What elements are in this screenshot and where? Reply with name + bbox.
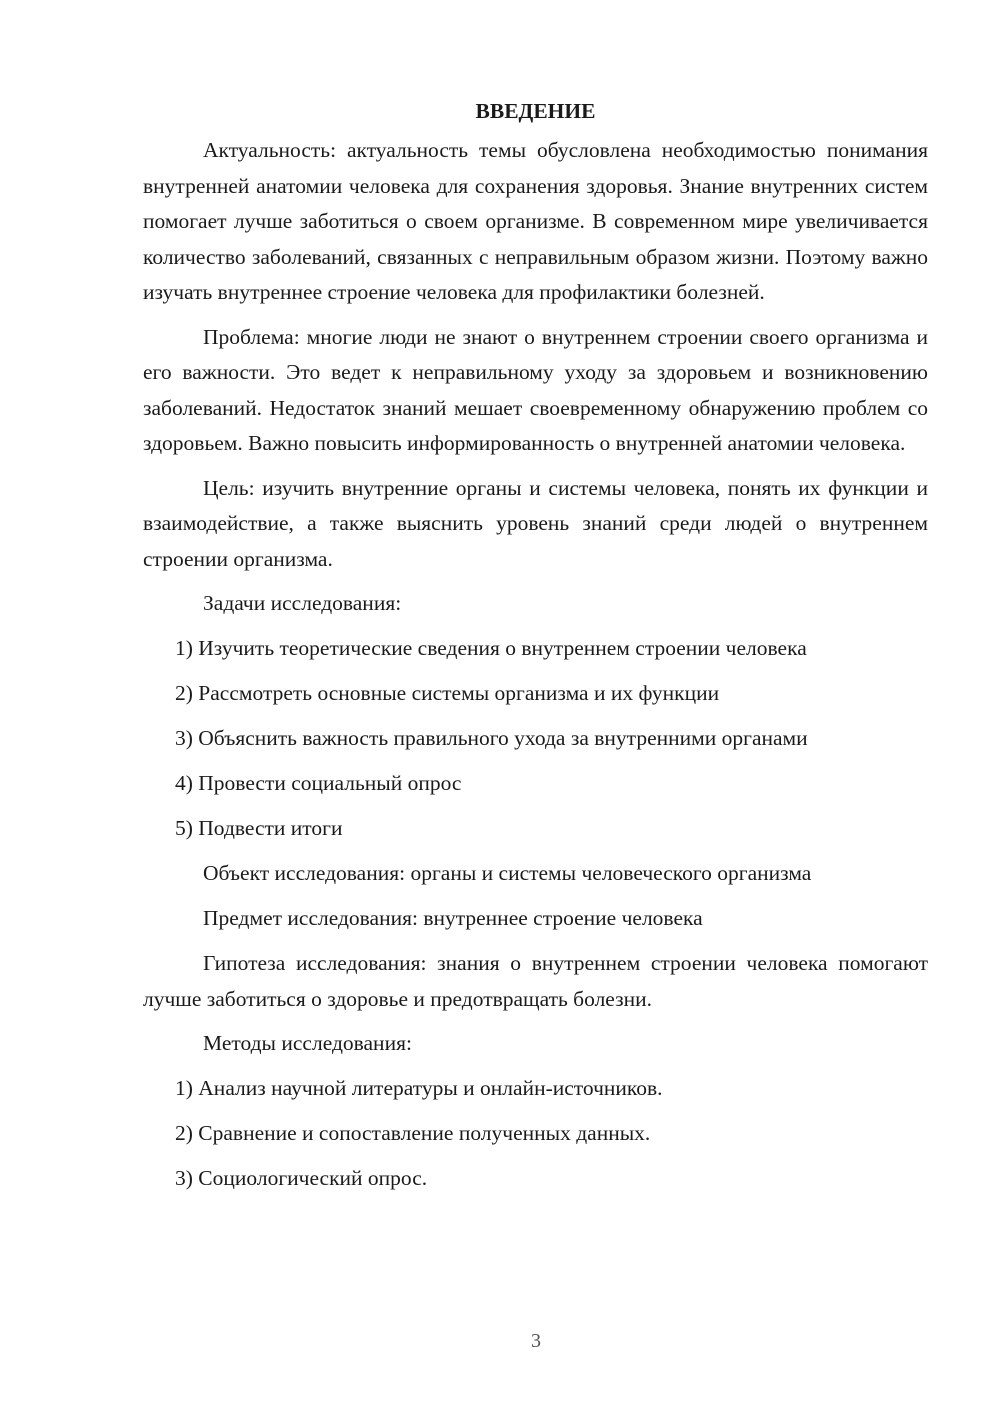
list-item: 4) Провести социальный опрос bbox=[175, 771, 462, 795]
hypothesis-paragraph: Гипотеза исследования: знания о внутреннем строении человека помогают лучше заботиться о здоровье и предотвращать болезни. bbox=[143, 951, 928, 1011]
list-item: 3) Объяснить важность правильного ухода за внутренними органами bbox=[175, 726, 808, 750]
methods-heading: Методы исследования: bbox=[203, 1031, 412, 1055]
page-number: 3 bbox=[531, 1330, 541, 1352]
list-item: 5) Подвести итоги bbox=[175, 816, 343, 840]
methods-list bbox=[143, 1071, 928, 1197]
object-line: Объект исследования: органы и системы человеческого организма bbox=[203, 861, 812, 885]
list-item: 2) Рассмотреть основные системы организма и их функции bbox=[175, 681, 720, 705]
tasks-heading: Задачи исследования: bbox=[203, 591, 402, 615]
tasks-list bbox=[143, 631, 928, 847]
actuality-paragraph: Актуальность: актуальность темы обусловлена необходимостью понимания внутренней анатомии человека для сохранения здоровья. Знание внутренних систем помогает лучше заботиться о своем организме. В современном мире увеличивается количество заболеваний, связанных с неправильным образом жизни. Поэтому важно изучать внутреннее строение человека для профилактики болезней. bbox=[143, 138, 928, 304]
subject-line: Предмет исследования: внутреннее строение человека bbox=[203, 906, 703, 930]
list-item: 1) Изучить теоретические сведения о внутреннем строении человека bbox=[175, 636, 807, 660]
list-item: 3) Социологический опрос. bbox=[175, 1166, 428, 1190]
problem-paragraph: Проблема: многие люди не знают о внутреннем строении своего организма и его важности. Это ведет к неправильному уходу за здоровьем и возникновению заболеваний. Недостаток знаний мешает своевременному обнаружению проблем со здоровьем. Важно повысить информированность о внутренней анатомии человека. bbox=[143, 324, 928, 455]
list-item: 1) Анализ научной литературы и онлайн-источников. bbox=[175, 1076, 663, 1100]
page-content bbox=[143, 97, 928, 1206]
section-title: ВВЕДЕНИЕ bbox=[475, 99, 596, 123]
goal-paragraph: Цель: изучить внутренние органы и системы человека, понять их функции и взаимодействие, а также выяснить уровень знаний среди людей о внутреннем строении организма. bbox=[143, 475, 928, 571]
list-item: 2) Сравнение и сопоставление полученных данных. bbox=[175, 1121, 651, 1145]
